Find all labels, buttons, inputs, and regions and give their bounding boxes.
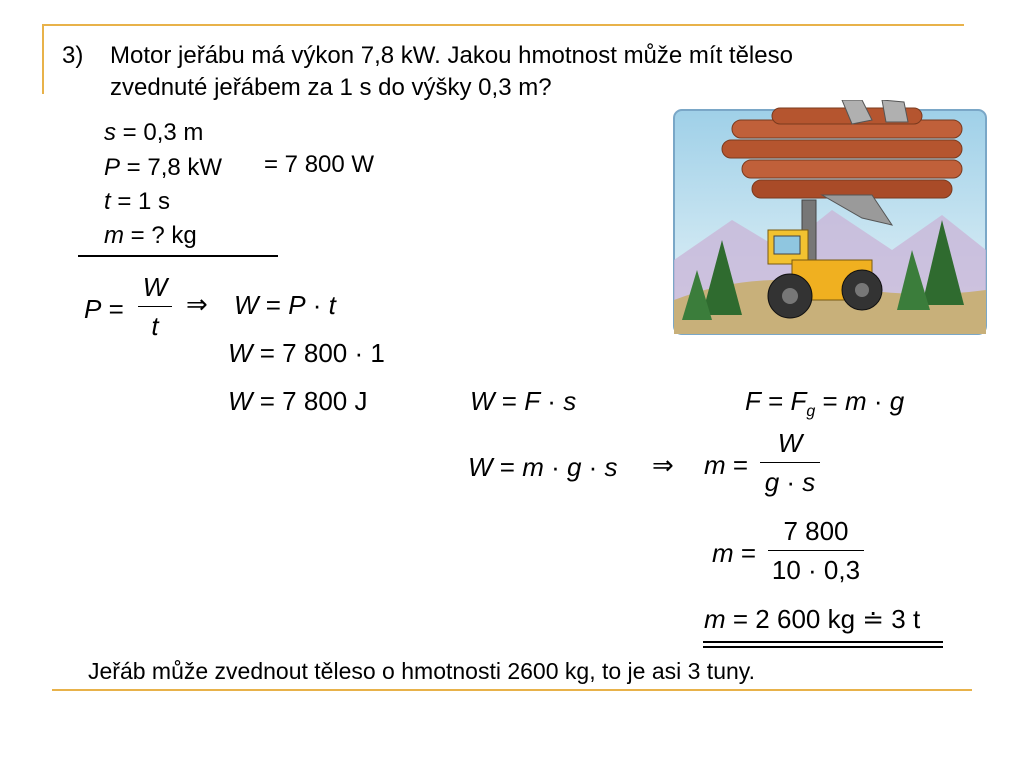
log-bundle <box>722 108 962 198</box>
given-underline <box>78 255 278 257</box>
given-t: t = 1 s <box>104 188 171 215</box>
work-force-formula: W = F · s <box>470 386 577 416</box>
left-divider <box>42 24 44 94</box>
work-substitution: W = 7 800 · 1 <box>228 338 385 368</box>
work-formula: W = P · t <box>234 290 336 320</box>
given-m: m = ? kg <box>104 222 197 249</box>
force-gravity-formula: $F = F_g = m \cdot g$ <box>745 386 905 420</box>
question-number: 3) <box>62 42 84 69</box>
mass2-numerator: 7 800 <box>783 516 849 546</box>
bottom-divider <box>52 689 972 691</box>
mass2-denominator: 10 · 0,3 <box>771 555 861 585</box>
mass-lhs: m = <box>704 450 749 480</box>
power-numerator: W <box>142 272 168 302</box>
power-fraction <box>138 272 172 341</box>
implies-arrow: ⇒ <box>186 289 208 319</box>
crane-logs-illustration <box>672 100 990 336</box>
mass-denominator: g · s <box>764 467 816 497</box>
mass-result: m = 2 600 kg ≐ 3 t <box>704 604 921 634</box>
work-result: W = 7 800 J <box>228 386 368 416</box>
mass2-fraction <box>768 516 864 585</box>
given-p-converted: = 7 800 W <box>264 151 375 178</box>
top-divider <box>42 24 964 26</box>
mass-numerator: W <box>777 428 803 458</box>
power-lhs: P = <box>84 294 124 324</box>
fraction-bar <box>760 462 820 463</box>
result-underline-1 <box>703 641 943 643</box>
fraction-bar <box>768 550 864 551</box>
power-denominator: t <box>151 311 159 341</box>
work-mgs-formula: W = m · g · s <box>468 452 618 482</box>
question-line-2: zvednuté jeřábem za 1 s do výšky 0,3 m? <box>110 74 552 101</box>
given-s: s = 0,3 m <box>104 119 204 146</box>
given-p: P = 7,8 kW <box>104 154 223 181</box>
result-underline-2 <box>703 646 943 648</box>
fraction-bar <box>138 306 172 307</box>
mass-fraction <box>760 428 820 497</box>
question-line-1: Motor jeřábu má výkon 7,8 kW. Jakou hmotnost může mít těleso <box>110 42 793 69</box>
conclusion-text: Jeřáb může zvednout těleso o hmotnosti 2600 kg, to je asi 3 tuny. <box>88 658 755 684</box>
implies-arrow-2: ⇒ <box>652 450 674 480</box>
mass2-lhs: m = <box>712 538 757 568</box>
